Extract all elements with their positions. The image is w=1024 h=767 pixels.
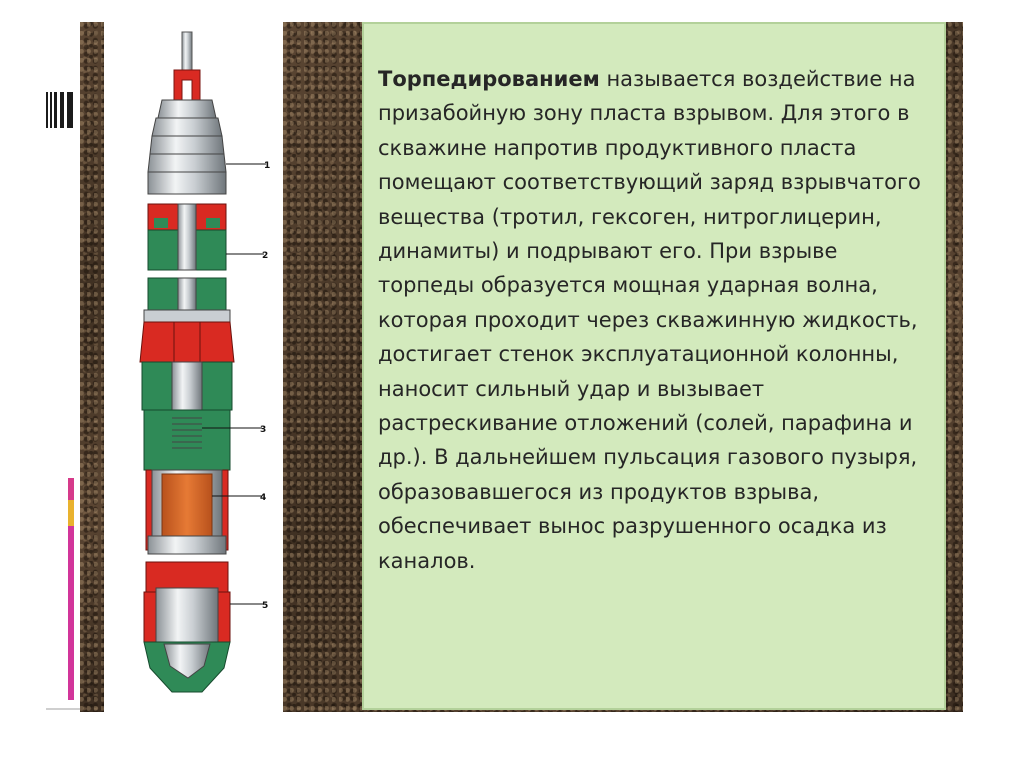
callout-1: 1 xyxy=(264,161,271,171)
callout-4: 4 xyxy=(260,493,267,503)
definition-text xyxy=(378,62,938,578)
definition-body: называется воздействие на призабойную зону пласта взрывом. Для этого в скважине напротив продуктивного пласта помещают соответствующий заряд взрывчатого вещества (тротил, гексоген, нитроглицерин, динамиты) и подрывают его. При взрыве торпеды образуется мощная ударная волна, которая проходит через скважинную жидкость, достигает стенок эксплуатационной колонны, наносит сильный удар и вызывает растрескивание отложений (солей, парафина и др.). В дальнейшем пульсация газового пузыря, образовавшегося из продуктов взрыва, обеспечивает вынос разрушенного осадка из каналов. xyxy=(378,67,921,573)
part-5-nose xyxy=(144,562,230,692)
torpedo-diagram xyxy=(104,22,283,712)
stone-border-left xyxy=(80,22,104,712)
color-strip-pink xyxy=(68,478,74,500)
part-1-cone-stack xyxy=(148,100,226,194)
color-strip-yellow xyxy=(68,500,74,526)
part-2-head-block xyxy=(148,204,226,270)
callout-3: 3 xyxy=(260,425,267,435)
color-strip-magenta xyxy=(68,526,74,700)
cable-head xyxy=(174,70,200,100)
cable-rod xyxy=(182,32,192,72)
defined-term: Торпедированием xyxy=(378,67,600,91)
callout-5: 5 xyxy=(262,601,269,611)
definition-panel xyxy=(362,22,946,710)
part-4-charge xyxy=(146,470,228,554)
detonator-assembly xyxy=(140,322,234,472)
torpedo-schematic xyxy=(104,22,283,712)
callout-2: 2 xyxy=(262,251,269,261)
